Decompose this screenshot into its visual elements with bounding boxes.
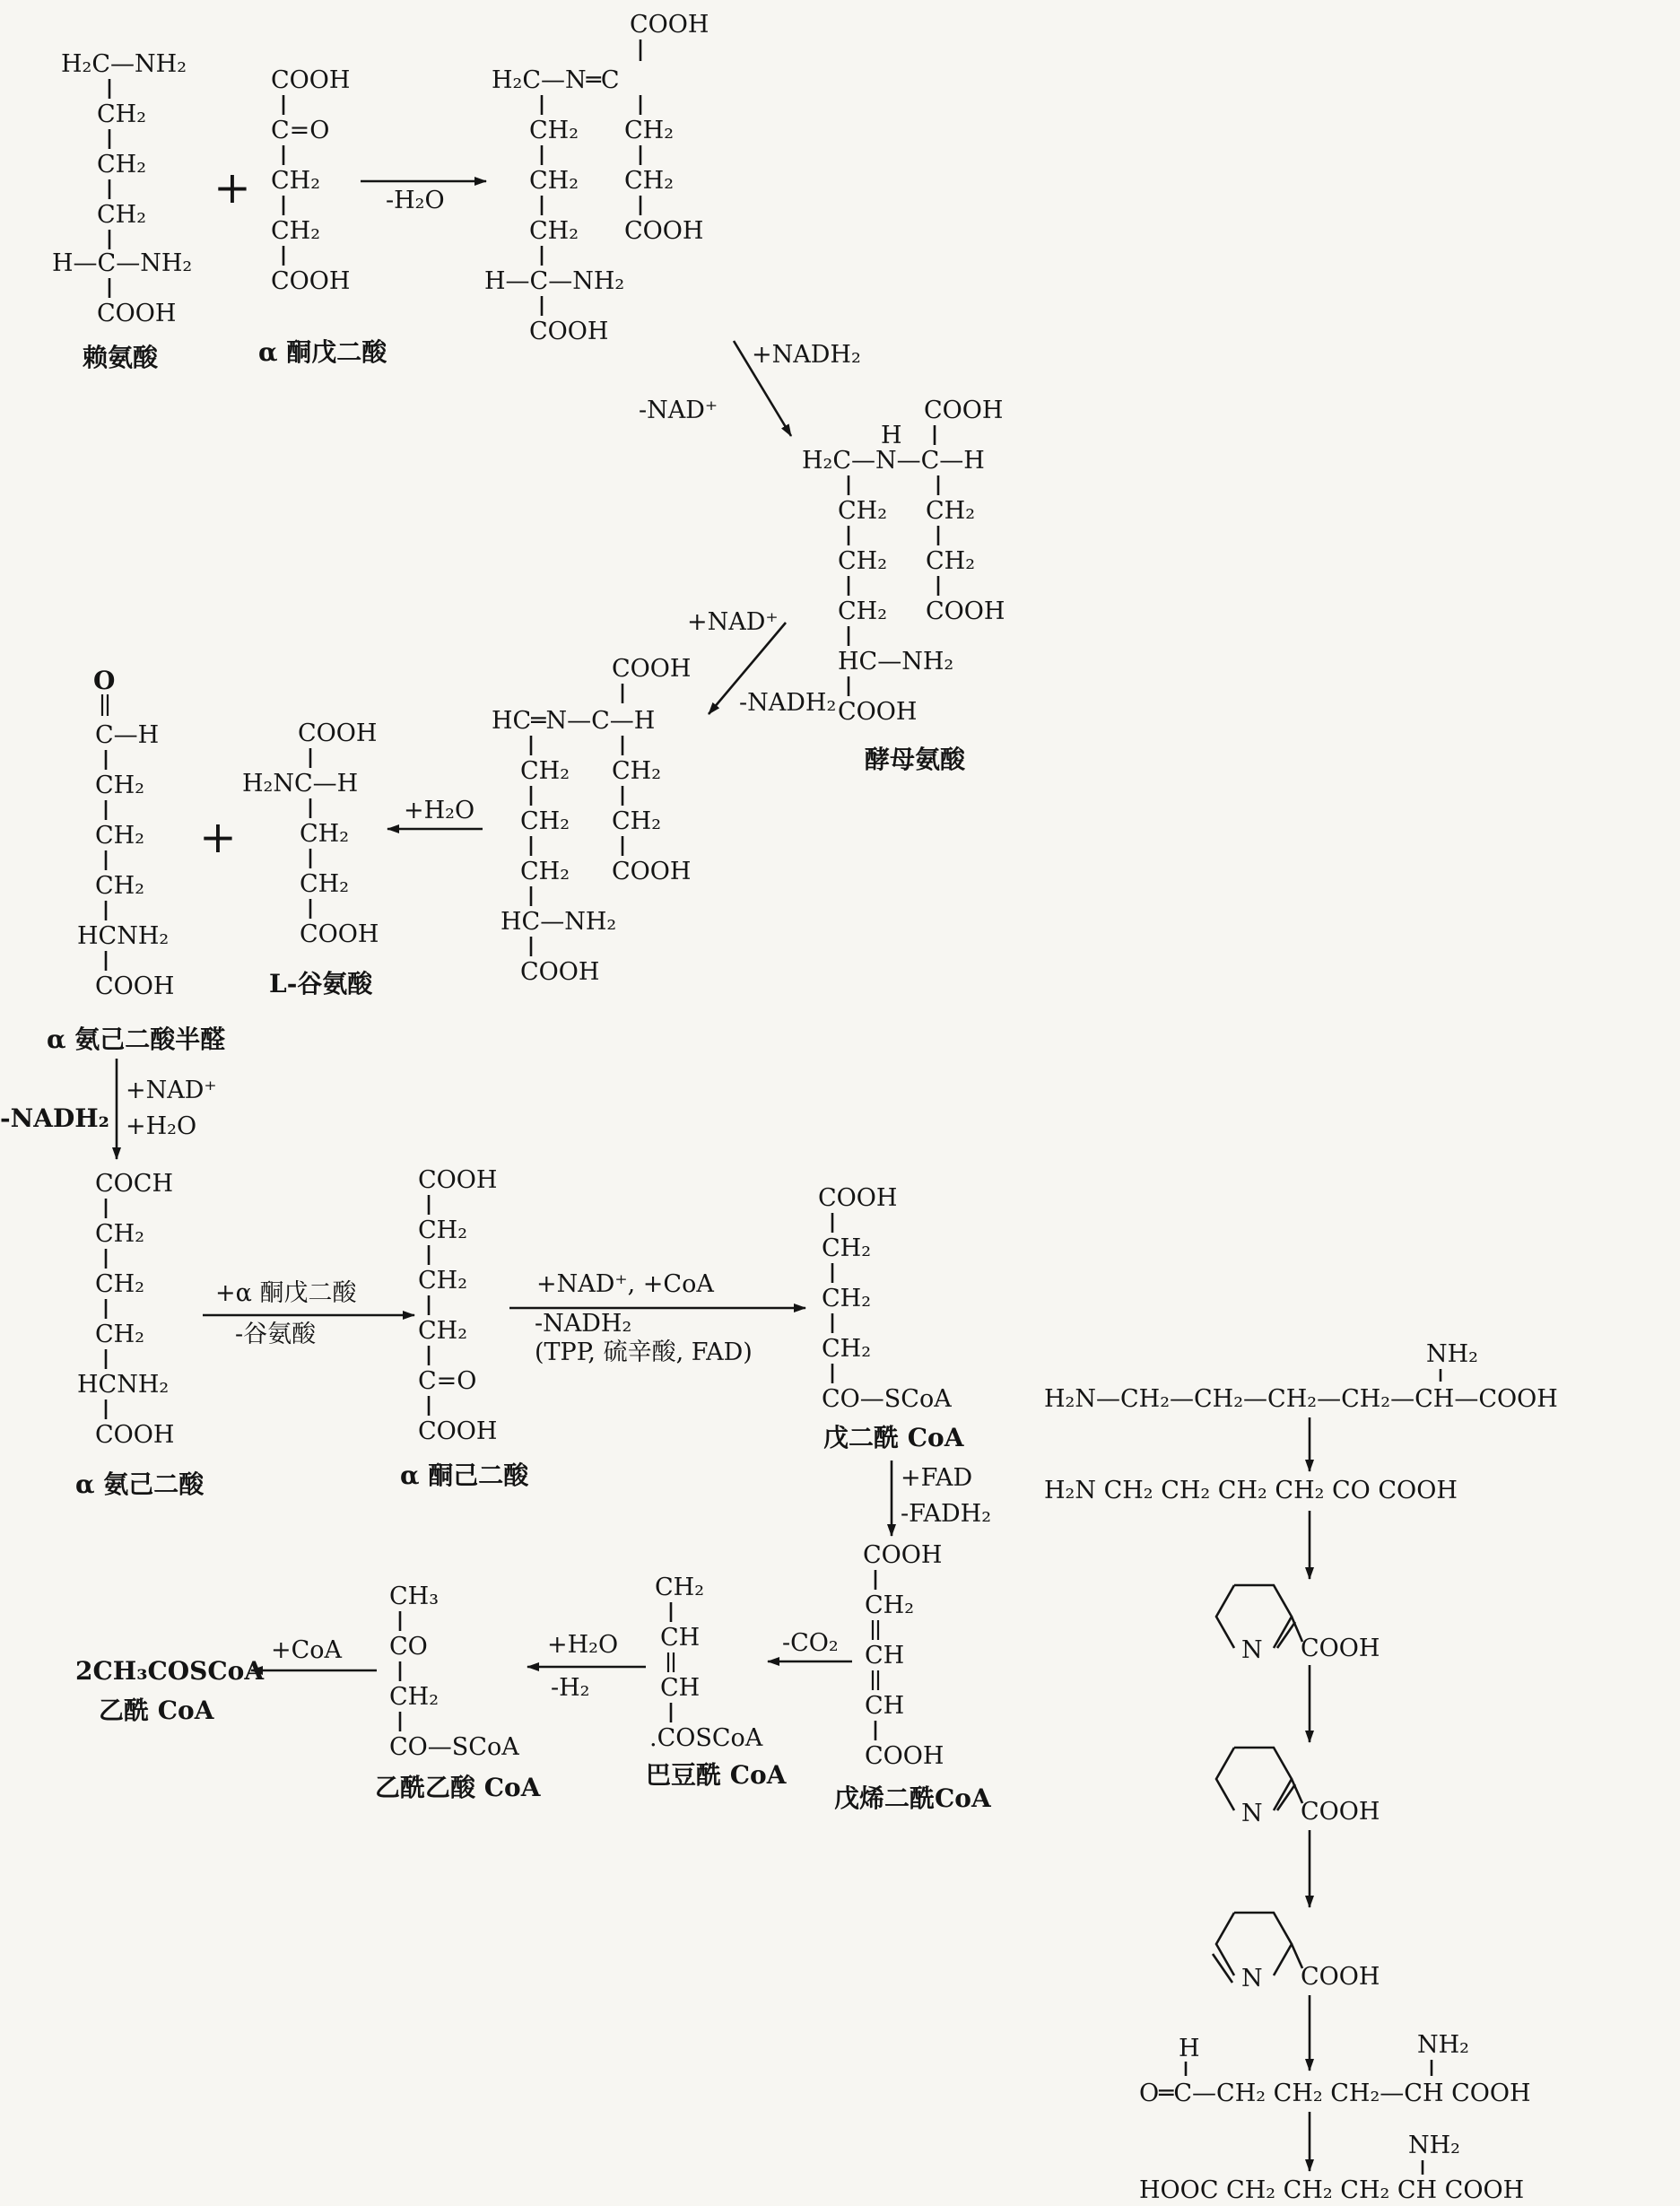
arrow-reduction-below: -NAD⁺ [639, 397, 718, 424]
lysine-row-3: CH₂ [97, 151, 147, 179]
arrow-thiolysis-label: +CoA [271, 1636, 343, 1664]
ketoadipate-row-6: COOH [418, 1417, 498, 1445]
acetoacetylcoa-name: 乙酰乙酸 CoA [375, 1773, 541, 1802]
lysine-row-6: COOH [97, 300, 177, 327]
crotonylcoa-name: 巴豆酰 CoA [646, 1760, 787, 1790]
lysine-row-4: CH₂ [97, 201, 147, 229]
arrow-condensation-label: -H₂O [386, 187, 445, 214]
glutamate-row-2: H₂NC—H [242, 770, 359, 798]
akg-row-3: CH₂ [271, 167, 321, 195]
glutaconyl-coa-structure [834, 1541, 992, 1813]
schiff1-row-3a: CH₂ [529, 167, 579, 195]
arrow-hydrolysis-label: +H₂O [404, 797, 475, 824]
semialdehyde-row-5: CH₂ [95, 872, 145, 900]
schiff1-row-2b: CH₂ [624, 117, 675, 144]
glutaconylcoa-row-2: CH₂ [865, 1591, 915, 1619]
schiff2-row-3a: CH₂ [520, 807, 570, 835]
schiff2-row-2b: CH₂ [612, 757, 662, 785]
arrow-fad-right-1: +FAD [901, 1464, 973, 1492]
glutarylcoa-row-3: CH₂ [822, 1285, 872, 1312]
plus-sign-1: + [213, 161, 251, 214]
lysine-name: 赖氨酸 [83, 343, 159, 372]
arrow-dehydrogenation-right-1: +NAD⁺ [126, 1077, 217, 1104]
lysine-row-1: H₂C—NH₂ [61, 50, 187, 78]
p2-ring-1-n: N [1241, 1636, 1263, 1664]
arrow-oxidation-above: +NAD⁺ [687, 608, 779, 636]
acetyl-coa-structure [75, 1656, 265, 1725]
glutarylcoa-name: 戊二酰 CoA [823, 1423, 964, 1452]
semialdehyde-row-1: O [93, 666, 116, 695]
p2-aldehyde-chain: O═C—CH₂ CH₂ CH₂—CH COOH [1139, 2080, 1531, 2107]
saccharopine-row-6: COOH [838, 698, 918, 726]
akg-name: α 酮戊二酸 [258, 337, 387, 367]
glutarylcoa-row-1: COOH [818, 1184, 898, 1212]
arrow-transamination-below: -谷氨酸 [235, 1321, 317, 1348]
acetoacetylcoa-row-2: CO [389, 1633, 428, 1661]
p2-ring-3 [1213, 1913, 1380, 1992]
glutamate-name: L-谷氨酸 [269, 969, 373, 998]
lysine-row-5: H—C—NH₂ [52, 249, 193, 277]
glutamate-row-1: COOH [298, 719, 378, 747]
p2-ring-2-n: N [1241, 1800, 1263, 1827]
glutaconylcoa-row-5: COOH [865, 1742, 944, 1770]
aminoadipate-row-6: COOH [95, 1421, 175, 1449]
p2-ring-3-n: N [1241, 1965, 1263, 1992]
p2-ring-3-cooh: COOH [1301, 1963, 1380, 1991]
glutamate-row-4: CH₂ [300, 870, 350, 898]
schiff1-top: COOH [630, 11, 709, 39]
p2-ring-2-cooh: COOH [1301, 1798, 1380, 1826]
glutarylcoa-row-4: CH₂ [822, 1335, 872, 1363]
aminoadipate-row-4: CH₂ [95, 1321, 145, 1348]
acetoacetylcoa-row-3: CH₂ [389, 1683, 440, 1711]
arrow-transamination-above: +α 酮戊二酸 [215, 1279, 357, 1307]
p2-final-chain: HOOC CH₂ CH₂ CH₂ CH COOH [1139, 2176, 1525, 2204]
saccharopine-row-3a: CH₂ [838, 547, 888, 575]
saccharopine-top: COOH [924, 397, 1004, 424]
glutarylcoa-row-2: CH₂ [822, 1234, 872, 1262]
schiff1-row-3b: CH₂ [624, 167, 675, 195]
schiff-base-1-structure [484, 11, 709, 345]
saccharopine-row-4a: CH₂ [838, 597, 888, 625]
plus-sign-2: + [199, 811, 237, 863]
akg-row-4: CH₂ [271, 217, 321, 245]
ketoadipate-row-1: COOH [418, 1166, 498, 1194]
akg-row-1: COOH [271, 66, 351, 94]
semialdehyde-row-3: CH₂ [95, 772, 145, 799]
arrow-hydration-above: +H₂O [547, 1631, 619, 1659]
schiff2-row-4a: CH₂ [520, 858, 570, 885]
saccharopine-structure [802, 397, 1005, 774]
glutaconylcoa-row-4: CH [865, 1692, 905, 1720]
saccharopine-row-4b: COOH [926, 597, 1005, 625]
saccharopine-row-1: H₂C—N—C—H [802, 447, 985, 475]
crotonyl-coa-structure [646, 1574, 788, 1790]
semialdehyde-row-4: CH₂ [95, 822, 145, 850]
crotonylcoa-row-3: CH [660, 1674, 701, 1702]
semialdehyde-name: α 氨己二酸半醛 [47, 1025, 226, 1054]
saccharopine-row-3b: CH₂ [926, 547, 976, 575]
schiff1-row-4a: CH₂ [529, 217, 579, 245]
p2-ald-h: H [1179, 2035, 1200, 2062]
acetylcoa-formula: 2CH₃COSCoA [75, 1656, 265, 1686]
arrow-hydration-below: -H₂ [551, 1674, 590, 1702]
glutamate-structure [242, 719, 379, 998]
glutaryl-coa-structure [818, 1184, 965, 1452]
akg-row-2: C=O [271, 117, 330, 144]
acetoacetylcoa-row-1: CH₃ [389, 1583, 440, 1610]
glutamate-row-5: COOH [300, 920, 379, 948]
ketoadipate-row-5: C=O [418, 1367, 477, 1395]
aminoadipate-row-2: CH₂ [95, 1220, 145, 1248]
lysine-structure [52, 50, 192, 372]
p2-lysine-chain: H₂N—CH₂—CH₂—CH₂—CH₂—CH—COOH [1044, 1385, 1558, 1413]
saccharopine-h: H [881, 422, 902, 449]
p2-final-nh2: NH₂ [1408, 2132, 1460, 2159]
arrow-oxdecarb-above: +NAD⁺, +CoA [536, 1270, 714, 1298]
arrow-oxidation-below: -NADH₂ [739, 689, 837, 717]
semialdehyde-row-6: HCNH₂ [77, 922, 170, 950]
glutaconylcoa-name: 戊烯二酰CoA [834, 1783, 991, 1813]
aminoadipate-row-3: CH₂ [95, 1270, 145, 1298]
aminoadipate-name: α 氨己二酸 [75, 1469, 205, 1499]
saccharopine-row-2a: CH₂ [838, 497, 888, 525]
schiff2-top: COOH [612, 655, 692, 683]
aminoadipate-row-5: HCNH₂ [77, 1371, 170, 1399]
p2-ring-1-cooh: COOH [1301, 1635, 1380, 1662]
ketoadipate-name: α 酮己二酸 [400, 1460, 529, 1490]
arrow-dehydrogenation-right-2: +H₂O [126, 1112, 197, 1140]
schiff2-row-2a: CH₂ [520, 757, 570, 785]
p2-lysine-nh2: NH₂ [1426, 1340, 1478, 1368]
schiff2-row-1: HC═N—C—H [492, 707, 656, 735]
saccharopine-name: 酵母氨酸 [865, 745, 966, 774]
schiff1-row-6: COOH [529, 318, 609, 345]
glutaconylcoa-row-1: COOH [863, 1541, 943, 1569]
crotonylcoa-row-2: CH [660, 1624, 701, 1652]
glutarylcoa-row-5: CO—SCoA [822, 1385, 952, 1413]
semialdehyde-row-2: C—H [95, 721, 160, 749]
lysine-row-2: CH₂ [97, 100, 147, 128]
schiff2-row-3b: CH₂ [612, 807, 662, 835]
arrow-decarboxylation-label: -CO₂ [782, 1629, 839, 1657]
crotonylcoa-row-4: .COSCoA [649, 1724, 763, 1752]
arrow-dehydrogenation-left: -NADH₂ [0, 1103, 109, 1133]
schiff1-row-2a: CH₂ [529, 117, 579, 144]
saccharopine-row-2b: CH₂ [926, 497, 976, 525]
acetoacetyl-coa-structure [375, 1583, 542, 1802]
schiff-base-2-structure [492, 655, 691, 986]
acetoacetylcoa-row-4: CO—SCoA [389, 1733, 519, 1761]
p2-keto-chain: H₂N CH₂ CH₂ CH₂ CH₂ CO COOH [1044, 1477, 1458, 1504]
semialdehyde-row-7: COOH [95, 972, 175, 1000]
saccharopine-row-5: HC—NH₂ [838, 648, 954, 676]
arrow-oxdecarb-below-1: -NADH₂ [535, 1310, 632, 1338]
crotonylcoa-row-1: CH₂ [655, 1574, 705, 1601]
ketoadipate-row-4: CH₂ [418, 1317, 468, 1345]
glutaconylcoa-row-3: CH [865, 1642, 905, 1670]
arrow-oxdecarb-below-2: (TPP, 硫辛酸, FAD) [535, 1338, 753, 1366]
glutamate-row-3: CH₂ [300, 820, 350, 848]
ketoadipate-row-3: CH₂ [418, 1267, 468, 1295]
ketoadipate-structure [400, 1166, 529, 1490]
aminoadipate-row-1: COCH [95, 1170, 173, 1198]
arrow-reduction-above: +NADH₂ [752, 341, 861, 369]
acetylcoa-name: 乙酰 CoA [99, 1696, 214, 1725]
alpha-ketoglutarate-structure [258, 66, 387, 367]
arrow-fad-right-2: -FADH₂ [901, 1500, 992, 1528]
aminoadipate-structure [75, 1170, 205, 1499]
ketoadipate-row-2: CH₂ [418, 1216, 468, 1244]
p2-ring-1 [1216, 1585, 1380, 1664]
schiff2-row-4b: COOH [612, 858, 692, 885]
schiff2-row-6: COOH [520, 958, 600, 986]
schiff2-row-5: HC—NH₂ [501, 908, 617, 936]
schiff1-row-5: H—C—NH₂ [484, 267, 625, 295]
pipecolate-pathway [1044, 1340, 1558, 2204]
schiff1-row-4b: COOH [624, 217, 704, 245]
schiff1-row-1: H₂C—N═C [492, 66, 620, 94]
p2-ring-2 [1216, 1748, 1380, 1827]
p2-ald-nh2: NH₂ [1417, 2031, 1469, 2059]
akg-row-5: COOH [271, 267, 351, 295]
